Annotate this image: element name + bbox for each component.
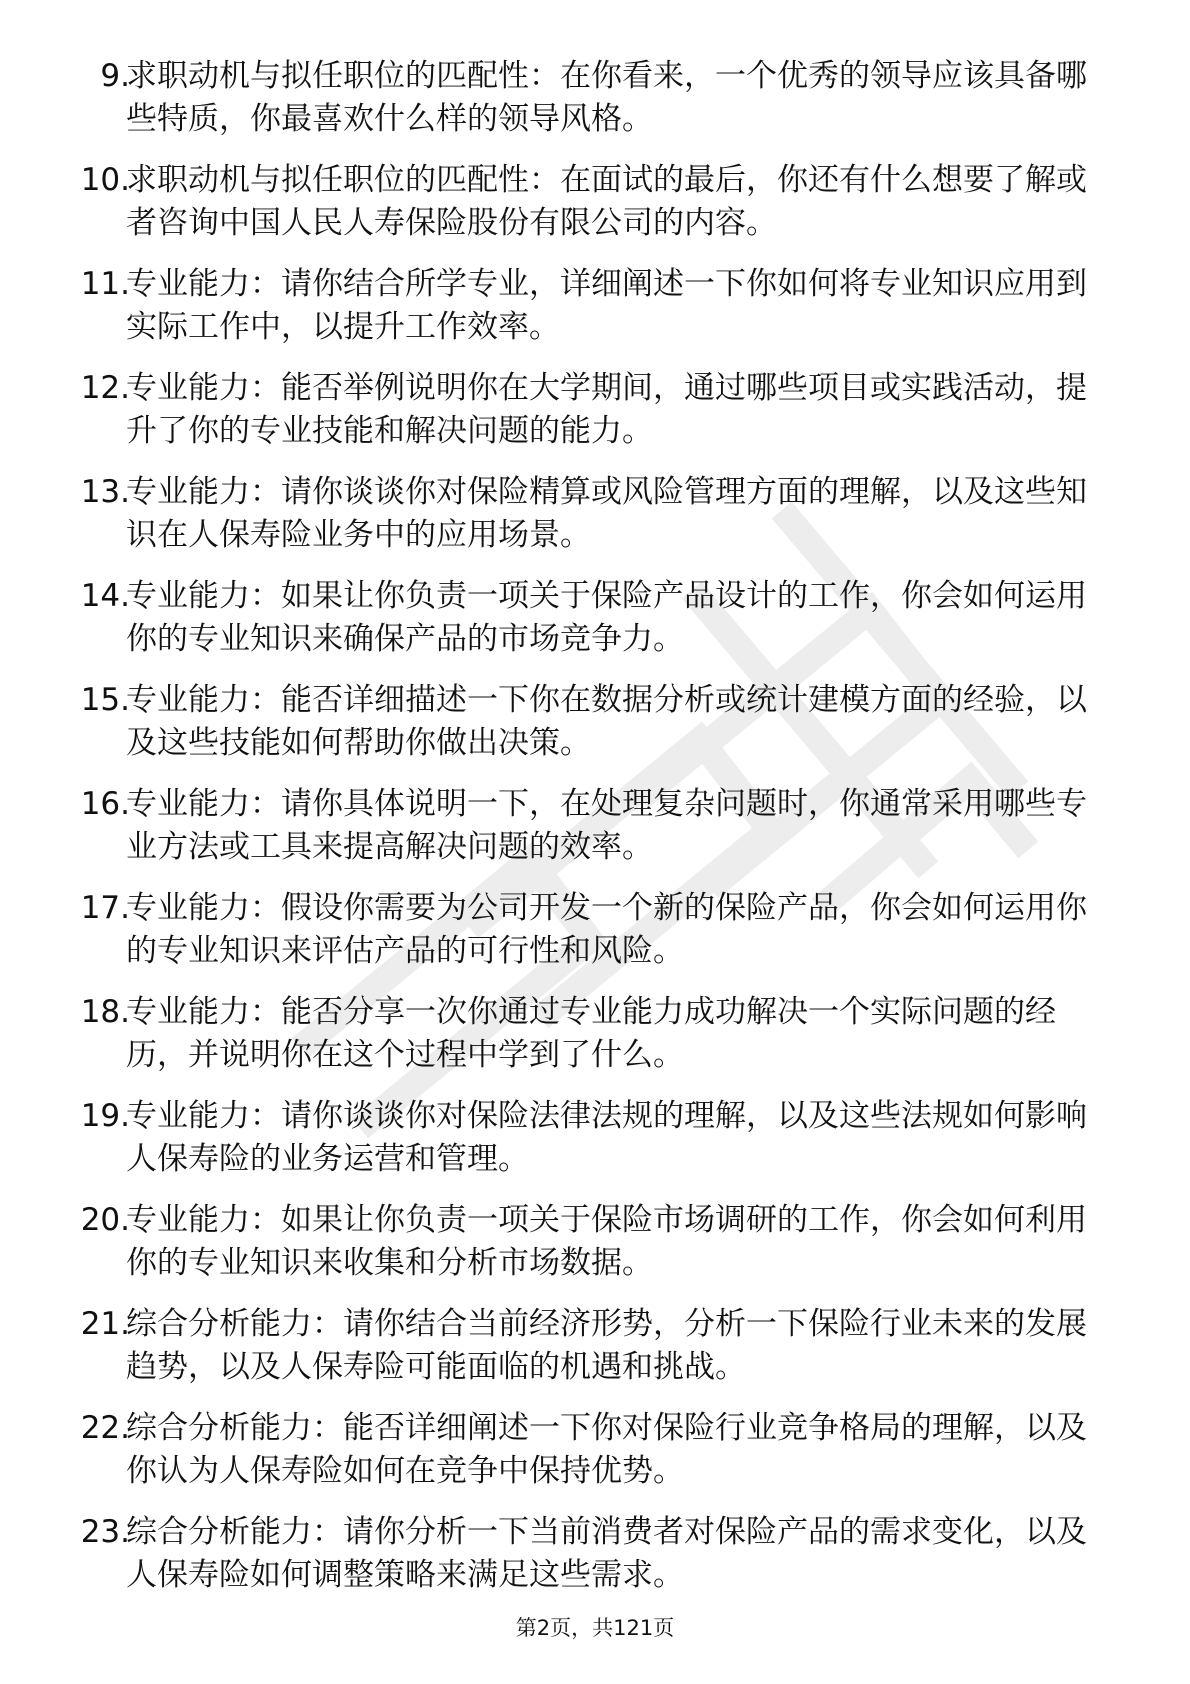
question-number: 21. bbox=[80, 1306, 130, 1342]
question-text: 专业能力：能否举例说明你在大学期间，通过哪些项目或实践活动，提升了你的专业技能和解决问题的能力。 bbox=[126, 370, 1087, 449]
question-item bbox=[0, 471, 1190, 575]
question-number: 20. bbox=[80, 1202, 130, 1238]
question-item bbox=[0, 159, 1190, 263]
question-text: 专业能力：假设你需要为公司开发一个新的保险产品，你会如何运用你的专业知识来评估产品的可行性和风险。 bbox=[126, 890, 1087, 969]
question-item bbox=[0, 55, 1190, 159]
question-list bbox=[0, 55, 1190, 1615]
question-item bbox=[0, 575, 1190, 679]
page-footer: 第2页，共121页 bbox=[515, 1616, 675, 1640]
question-item bbox=[0, 1407, 1190, 1511]
question-text: 综合分析能力：能否详细阐述一下你对保险行业竞争格局的理解，以及你认为人保寿险如何在竞争中保持优势。 bbox=[126, 1410, 1087, 1489]
question-text: 求职动机与拟任职位的匹配性：在面试的最后，你还有什么想要了解或者咨询中国人民人寿保险股份有限公司的内容。 bbox=[126, 162, 1087, 241]
question-number: 19. bbox=[80, 1098, 130, 1134]
question-text: 专业能力：如果让你负责一项关于保险产品设计的工作，你会如何运用你的专业知识来确保产品的市场竞争力。 bbox=[126, 578, 1087, 657]
question-item bbox=[0, 679, 1190, 783]
question-item bbox=[0, 991, 1190, 1095]
question-text: 专业能力：如果让你负责一项关于保险市场调研的工作，你会如何利用你的专业知识来收集和分析市场数据。 bbox=[126, 1202, 1087, 1281]
question-number: 22. bbox=[80, 1410, 130, 1446]
question-item bbox=[0, 1095, 1190, 1199]
question-number: 17. bbox=[80, 890, 130, 926]
question-number: 11. bbox=[80, 266, 130, 302]
question-item bbox=[0, 783, 1190, 887]
question-number: 9. bbox=[100, 58, 130, 94]
question-text: 求职动机与拟任职位的匹配性：在你看来，一个优秀的领导应该具备哪些特质，你最喜欢什么样的领导风格。 bbox=[126, 58, 1087, 137]
question-number: 16. bbox=[80, 786, 130, 822]
question-number: 12. bbox=[80, 370, 130, 406]
question-number: 10. bbox=[80, 162, 130, 198]
question-number: 14. bbox=[80, 578, 130, 614]
question-text: 专业能力：能否分享一次你通过专业能力成功解决一个实际问题的经历，并说明你在这个过程中学到了什么。 bbox=[126, 994, 1056, 1073]
question-item bbox=[0, 1199, 1190, 1303]
question-item bbox=[0, 887, 1190, 991]
question-text: 专业能力：请你结合所学专业，详细阐述一下你如何将专业知识应用到实际工作中，以提升工作效率。 bbox=[126, 266, 1087, 345]
question-item bbox=[0, 1303, 1190, 1407]
question-text: 专业能力：能否详细描述一下你在数据分析或统计建模方面的经验，以及这些技能如何帮助你做出决策。 bbox=[126, 682, 1087, 761]
question-text: 专业能力：请你谈谈你对保险精算或风险管理方面的理解，以及这些知识在人保寿险业务中的应用场景。 bbox=[126, 474, 1087, 553]
question-item bbox=[0, 1511, 1190, 1615]
question-number: 18. bbox=[80, 994, 130, 1030]
question-number: 23. bbox=[80, 1514, 130, 1550]
question-number: 13. bbox=[80, 474, 130, 510]
question-item bbox=[0, 263, 1190, 367]
question-text: 综合分析能力：请你分析一下当前消费者对保险产品的需求变化，以及人保寿险如何调整策略来满足这些需求。 bbox=[126, 1514, 1087, 1593]
question-text: 专业能力：请你谈谈你对保险法律法规的理解，以及这些法规如何影响人保寿险的业务运营和管理。 bbox=[126, 1098, 1087, 1177]
question-item bbox=[0, 367, 1190, 471]
question-text: 综合分析能力：请你结合当前经济形势，分析一下保险行业未来的发展趋势，以及人保寿险可能面临的机遇和挑战。 bbox=[126, 1306, 1087, 1385]
question-text: 专业能力：请你具体说明一下，在处理复杂问题时，你通常采用哪些专业方法或工具来提高解决问题的效率。 bbox=[126, 786, 1087, 865]
question-number: 15. bbox=[80, 682, 130, 718]
